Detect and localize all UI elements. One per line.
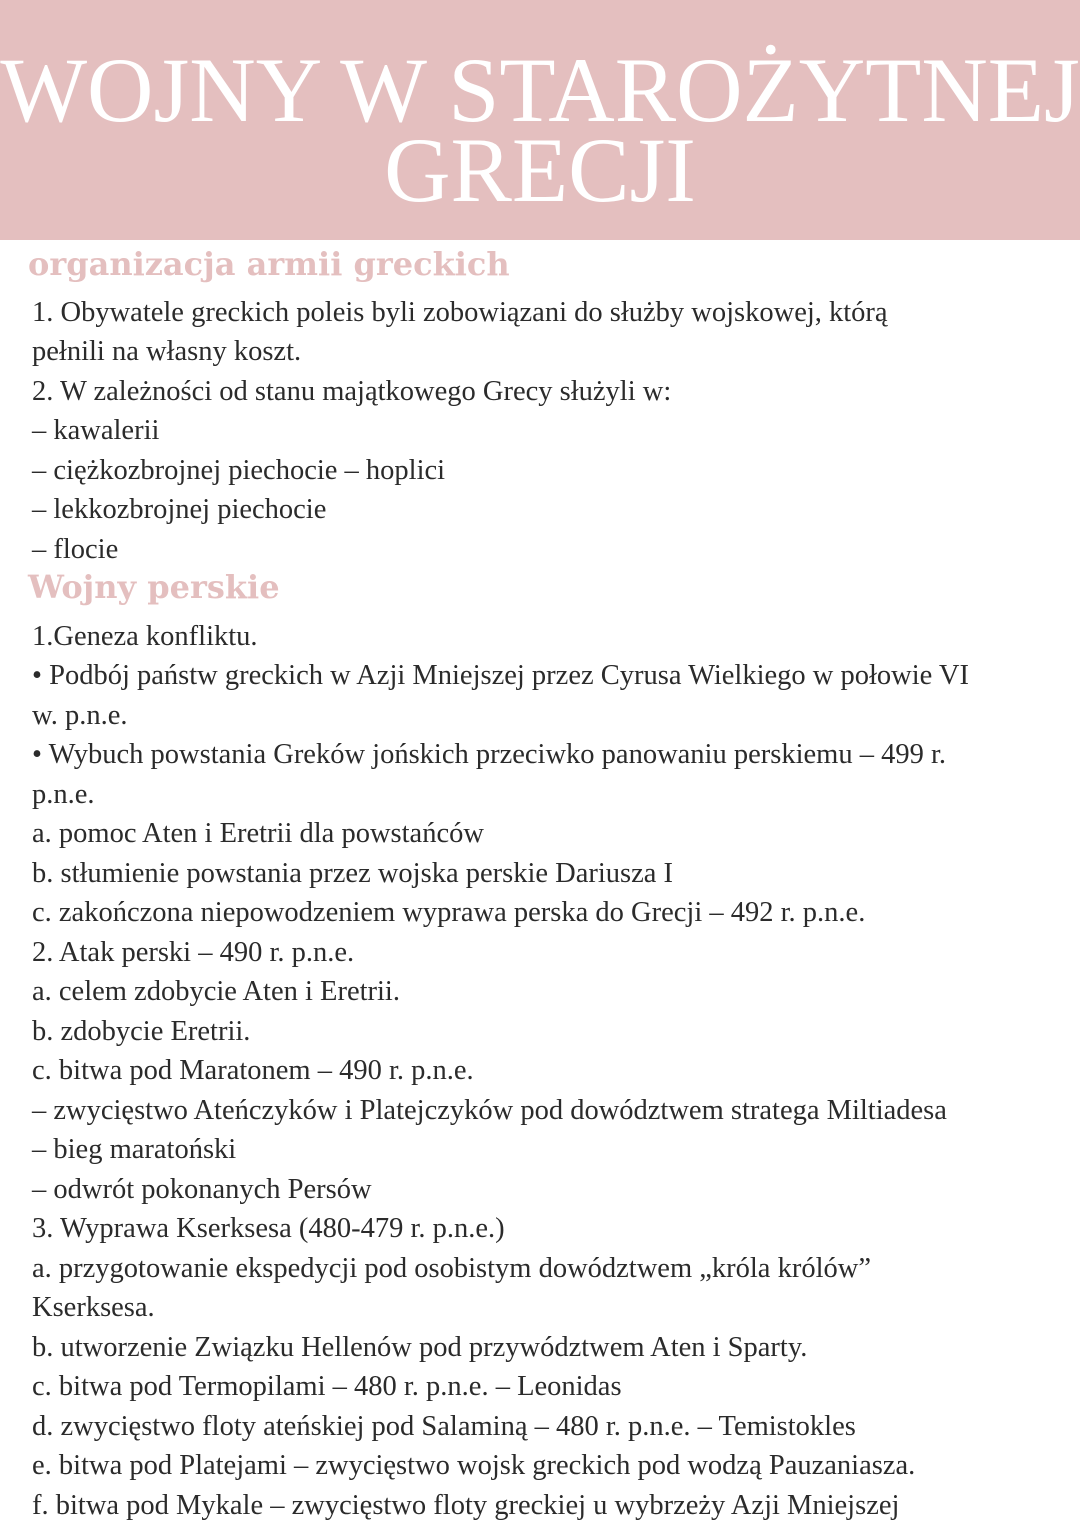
list-item: – bieg maratoński: [32, 1134, 237, 1165]
text-line: c. bitwa pod Termopilami – 480 r. p.n.e. – Leonidas: [32, 1371, 622, 1402]
text-line: e. bitwa pod Platejami – zwycięstwo wojsk greckich pod wodzą Pauzaniasza.: [32, 1450, 916, 1481]
text-line: a. przygotowanie ekspedycji pod osobistym dowództwem „króla królów”: [32, 1253, 871, 1284]
text-line: 2. W zależności od stanu majątkowego Grecy służyli w:: [32, 376, 672, 407]
list-item: – flocie: [32, 534, 119, 565]
text-line: • Wybuch powstania Greków jońskich przeciwko panowaniu perskiemu – 499 r.: [32, 739, 946, 770]
page-title-line-2: GRECJI: [384, 119, 696, 221]
section-heading-armies: organizacja armii greckich: [28, 245, 510, 283]
list-item: – odwrót pokonanych Persów: [32, 1174, 372, 1205]
text-line: 1.Geneza konfliktu.: [32, 621, 258, 652]
list-item: – kawalerii: [32, 415, 160, 446]
page-title-line-1: WOJNY W STAROŻYTNEJ: [0, 39, 1080, 141]
text-line: a. celem zdobycie Aten i Eretrii.: [32, 976, 400, 1007]
section-heading-persian-wars: Wojny perskie: [28, 568, 280, 606]
text-line: c. zakończona niepowodzeniem wyprawa perska do Grecji – 492 r. p.n.e.: [32, 897, 866, 928]
text-line: b. stłumienie powstania przez wojska perskie Dariusza I: [32, 858, 674, 889]
text-line: 2. Atak perski – 490 r. p.n.e.: [32, 937, 355, 968]
list-item: – ciężkozbrojnej piechocie – hoplici: [32, 455, 446, 486]
text-line: b. utworzenie Związku Hellenów pod przywództwem Aten i Sparty.: [32, 1332, 808, 1363]
text-line: b. zdobycie Eretrii.: [32, 1016, 251, 1047]
list-item: – lekkozbrojnej piechocie: [32, 494, 327, 525]
text-line: 3. Wyprawa Kserksesa (480-479 r. p.n.e.): [32, 1213, 505, 1244]
title-banner: [0, 0, 1080, 240]
text-line: w. p.n.e.: [32, 700, 128, 731]
text-line: 1. Obywatele greckich poleis byli zobowiązani do służby wojskowej, którą: [32, 297, 888, 328]
text-line: a. pomoc Aten i Eretrii dla powstańców: [32, 818, 484, 849]
text-line: Kserksesa.: [32, 1292, 155, 1323]
list-item: – zwycięstwo Ateńczyków i Platejczyków pod dowództwem stratega Miltiadesa: [32, 1095, 947, 1126]
text-line: pełnili na własny koszt.: [32, 336, 302, 367]
text-line: f. bitwa pod Mykale – zwycięstwo floty greckiej u wybrzeży Azji Mniejszej: [32, 1490, 900, 1521]
text-line: p.n.e.: [32, 779, 95, 810]
text-line: c. bitwa pod Maratonem – 490 r. p.n.e.: [32, 1055, 474, 1086]
text-line: • Podbój państw greckich w Azji Mniejszej przez Cyrusa Wielkiego w połowie VI: [32, 660, 969, 691]
text-line: d. zwycięstwo floty ateńskiej pod Salaminą – 480 r. p.n.e. – Temistokles: [32, 1411, 856, 1442]
